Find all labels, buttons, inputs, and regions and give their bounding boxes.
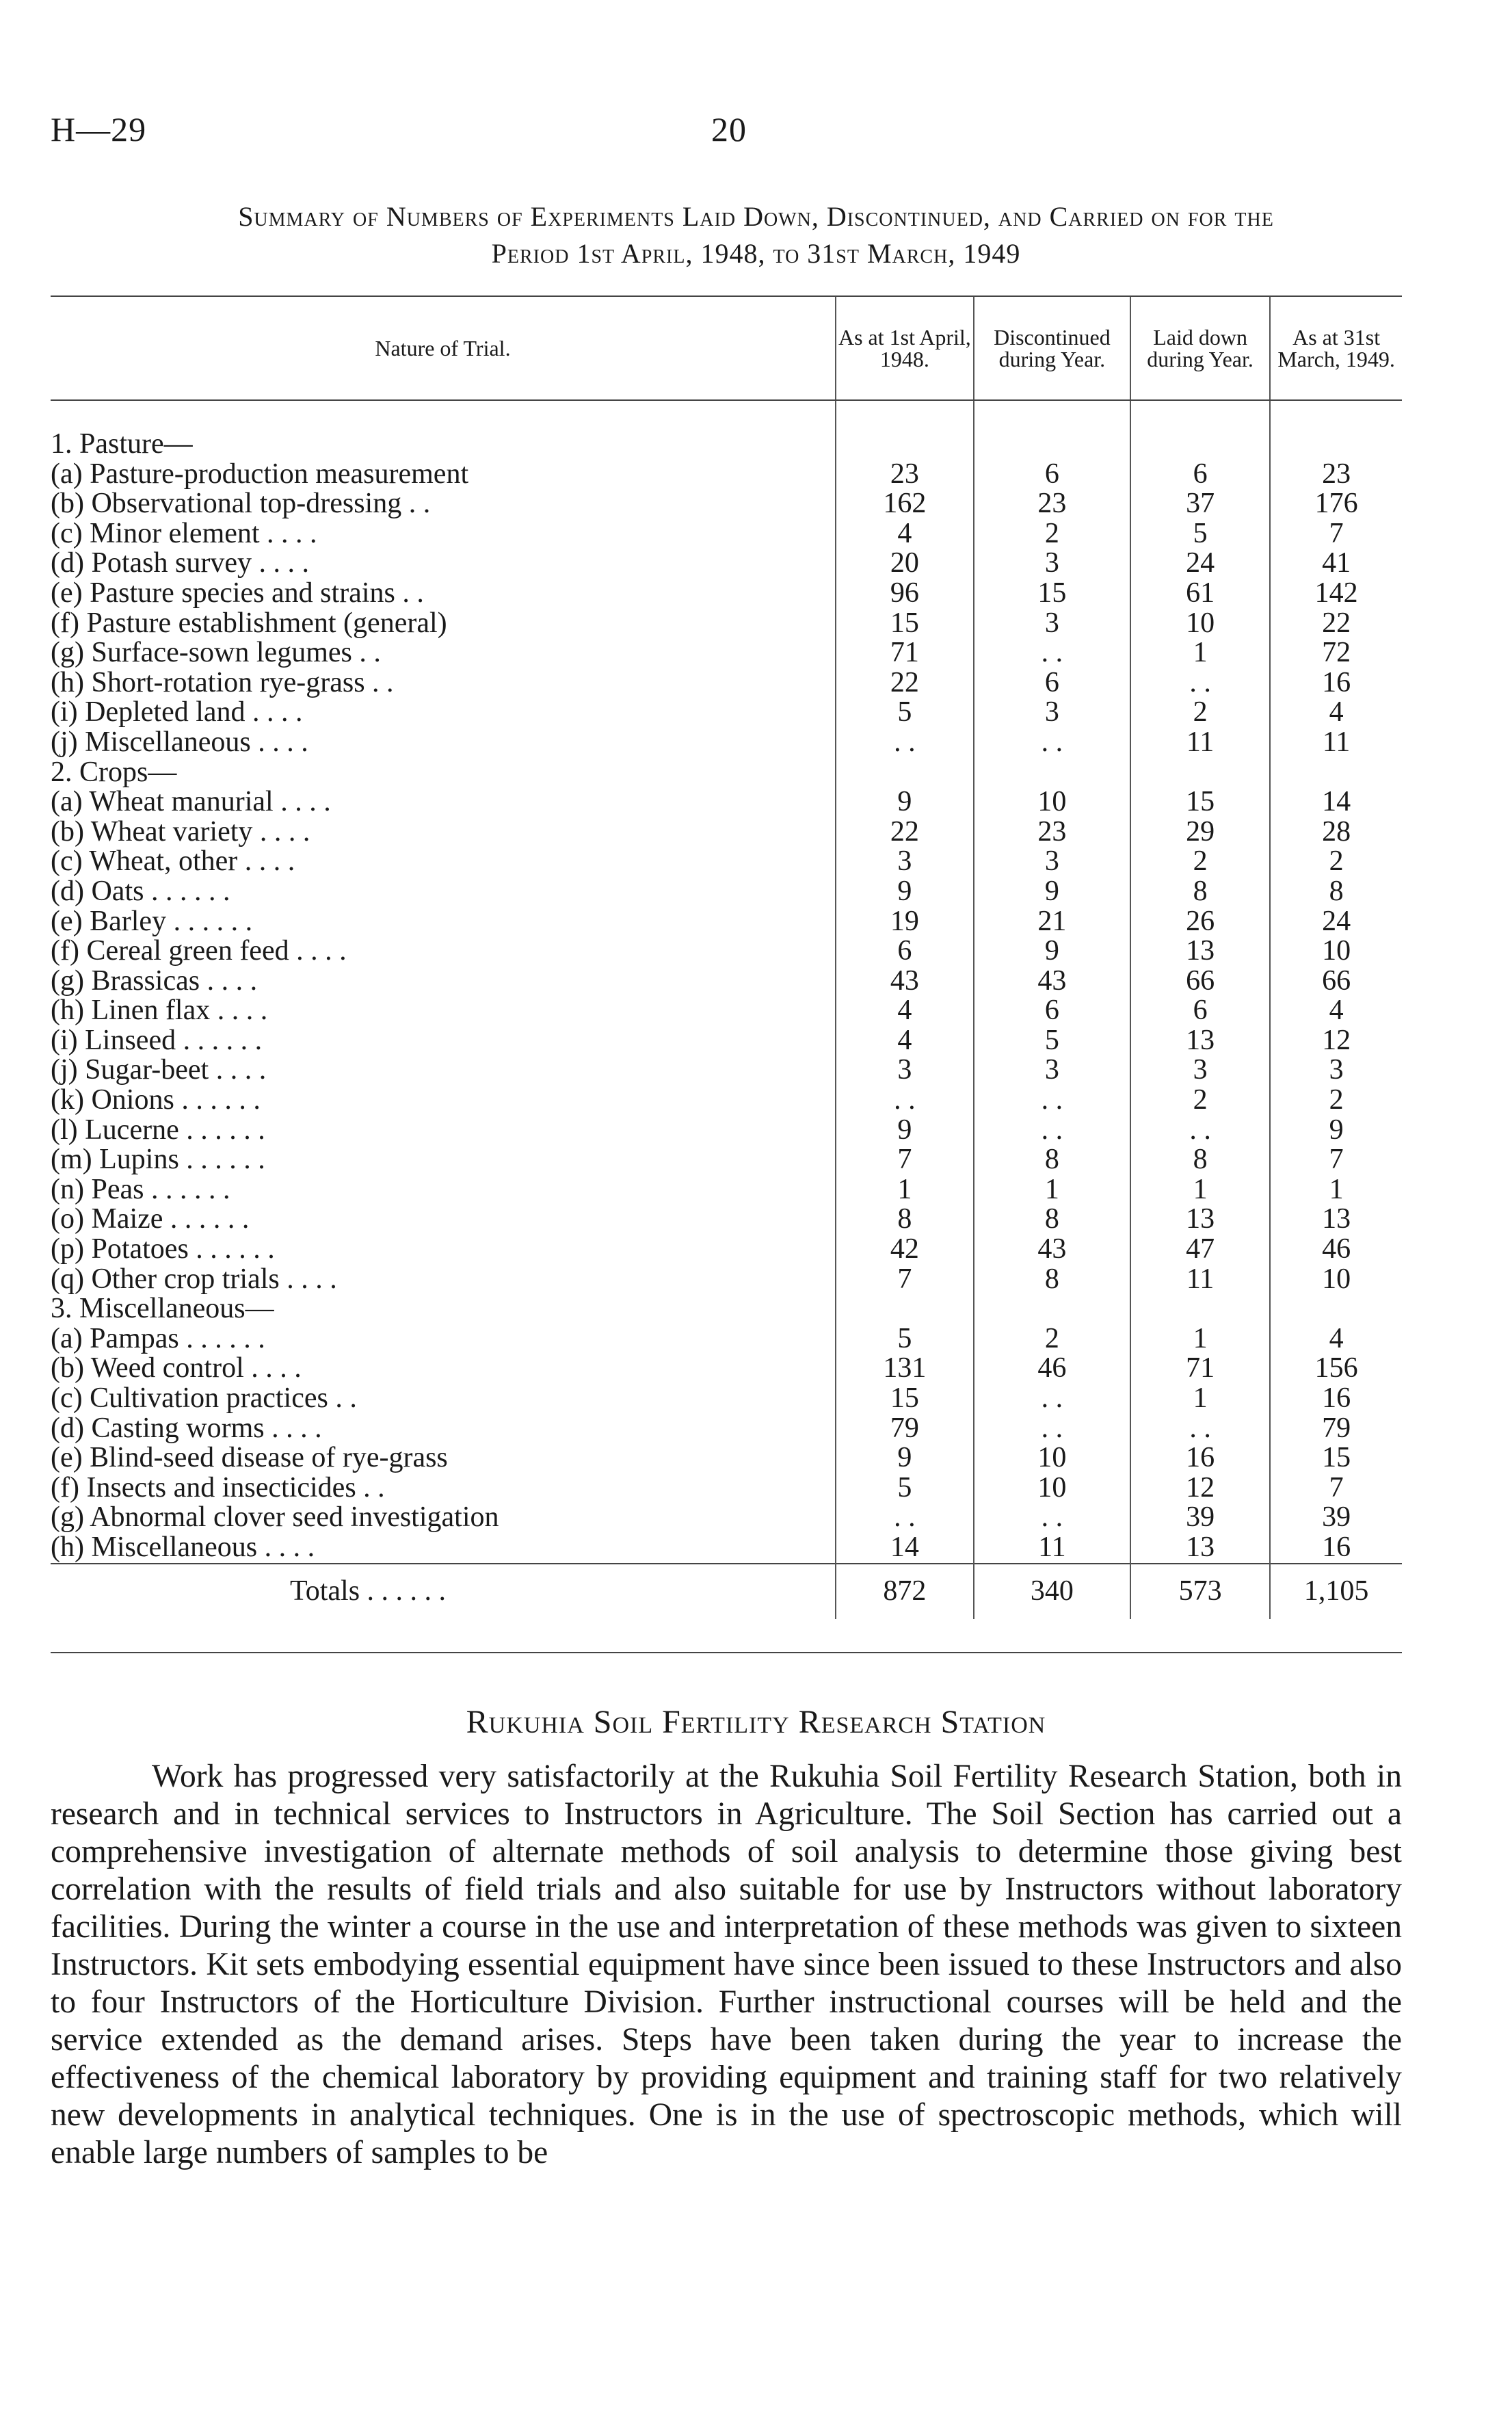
table-row (51, 1414, 1402, 1444)
value-march-1949: 7 (1329, 1471, 1344, 1503)
value-april-1948: 131 (836, 1354, 974, 1384)
value-discontinued: 10 (974, 1473, 1130, 1503)
value-laid-down: 66 (1130, 967, 1270, 997)
trial-name: (i) Linseed . . . . . . (51, 1026, 836, 1056)
trial-name: (f) Pasture establishment (general) (51, 609, 836, 639)
trial-name: (g) Surface-sown legumes . . (51, 638, 836, 668)
trial-name: (l) Lucerne . . . . . . (51, 1116, 836, 1146)
value-march-1949: 12 (1322, 1024, 1351, 1056)
value-april-1948: 14 (836, 1533, 974, 1564)
value-march-1949: 15 (1322, 1442, 1351, 1474)
value-march-1949: 41 (1322, 547, 1351, 579)
value-laid-down: 71 (1130, 1354, 1270, 1384)
value-discontinued: . . (974, 1086, 1130, 1116)
value-march-1949: 156 (1314, 1352, 1358, 1384)
totals-row (51, 1564, 1402, 1619)
value-april-1948: 6 (836, 936, 974, 967)
column-header-laid-down: Laid down during Year. (1130, 297, 1270, 400)
value-april-1948: 15 (836, 1384, 974, 1414)
column-header-nature: Nature of Trial. (51, 297, 836, 400)
trial-name: (h) Miscellaneous . . . . (51, 1533, 836, 1564)
value-april-1948: 43 (836, 967, 974, 997)
table-row (51, 489, 1402, 519)
experiments-table (51, 297, 1402, 1619)
trial-name: (c) Cultivation practices . . (51, 1384, 836, 1414)
trial-name: (k) Onions . . . . . . (51, 1086, 836, 1116)
value-laid-down: . . (1130, 1414, 1270, 1444)
value-discontinued: 11 (974, 1533, 1130, 1564)
value-laid-down: 6 (1130, 460, 1270, 490)
value-laid-down: 5 (1130, 519, 1270, 549)
table-row (51, 1175, 1402, 1205)
value-laid-down: 6 (1130, 996, 1270, 1026)
value-march-1949: 8 (1329, 875, 1344, 907)
value-laid-down: 11 (1130, 728, 1270, 758)
value-discontinued: 8 (974, 1265, 1130, 1295)
value-discontinued: 2 (974, 519, 1130, 549)
table-row (51, 787, 1402, 817)
value-laid-down: 2 (1130, 698, 1270, 728)
column-header-march-1949: As at 31st March, 1949. (1270, 297, 1402, 400)
value-discontinued: . . (974, 638, 1130, 668)
value-laid-down: 47 (1130, 1235, 1270, 1265)
value-laid-down: . . (1130, 1116, 1270, 1146)
value-laid-down: 16 (1130, 1443, 1270, 1473)
value-march-1949: 2 (1329, 845, 1344, 878)
table-row (51, 1354, 1402, 1384)
table-row (51, 967, 1402, 997)
value-march-1949: 7 (1329, 1144, 1344, 1176)
page-reference: H—29 (51, 110, 147, 148)
value-laid-down: 13 (1130, 1205, 1270, 1235)
value-march-1949: 16 (1322, 666, 1351, 698)
table-row (51, 1384, 1402, 1414)
value-discontinued: 2 (974, 1324, 1130, 1354)
value-discontinued: 23 (974, 817, 1130, 847)
value-discontinued: . . (974, 1116, 1130, 1146)
value-laid-down: 13 (1130, 1533, 1270, 1564)
value-discontinued: 3 (974, 847, 1130, 877)
value-march-1949: 16 (1322, 1382, 1351, 1414)
trial-name: (c) Wheat, other . . . . (51, 847, 836, 877)
value-discontinued: 43 (974, 967, 1130, 997)
value-april-1948: 42 (836, 1235, 974, 1265)
value-april-1948: 9 (836, 877, 974, 907)
station-heading: Rukuhia Soil Fertility Research Station (466, 1704, 1046, 1740)
value-march-1949: 28 (1322, 815, 1351, 847)
value-march-1949: 10 (1322, 1263, 1351, 1295)
trial-name: (f) Cereal green feed . . . . (51, 936, 836, 967)
value-march-1949: 142 (1314, 577, 1358, 609)
value-discontinued: . . (974, 1503, 1130, 1533)
value-discontinued: 8 (974, 1145, 1130, 1175)
value-laid-down: 2 (1130, 847, 1270, 877)
value-april-1948: 1 (836, 1175, 974, 1205)
section-row (51, 430, 1402, 460)
value-discontinued: 9 (974, 936, 1130, 967)
value-april-1948: 7 (836, 1145, 974, 1175)
value-april-1948: 5 (836, 698, 974, 728)
table-row (51, 549, 1402, 579)
value-march-1949: 4 (1329, 1322, 1344, 1354)
value-march-1949: 72 (1322, 637, 1351, 669)
value-discontinued: 3 (974, 549, 1130, 579)
value-laid-down: 11 (1130, 1265, 1270, 1295)
trial-name: (n) Peas . . . . . . (51, 1175, 836, 1205)
value-april-1948: 23 (836, 460, 974, 490)
value-discontinued: 46 (974, 1354, 1130, 1384)
table-row (51, 1473, 1402, 1503)
trial-name: (c) Minor element . . . . (51, 519, 836, 549)
value-april-1948: 8 (836, 1205, 974, 1235)
value-laid-down: 3 (1130, 1055, 1270, 1086)
value-march-1949: 24 (1322, 905, 1351, 937)
table-row (51, 460, 1402, 490)
value-laid-down: 15 (1130, 787, 1270, 817)
table-row (51, 1324, 1402, 1354)
value-discontinued: 6 (974, 996, 1130, 1026)
trial-name: (o) Maize . . . . . . (51, 1205, 836, 1235)
value-laid-down: 26 (1130, 907, 1270, 937)
trial-name: (b) Observational top-dressing . . (51, 489, 836, 519)
value-laid-down: 1 (1130, 1324, 1270, 1354)
trial-name: (p) Potatoes . . . . . . (51, 1235, 836, 1265)
value-discontinued: 9 (974, 877, 1130, 907)
table-body (51, 400, 1402, 1619)
column-header-discontinued: Discontinued during Year. (974, 297, 1130, 400)
trial-name: (a) Pasture-production measurement (51, 460, 836, 490)
table-row (51, 579, 1402, 609)
value-march-1949: 3 (1329, 1054, 1344, 1086)
value-discontinued: 3 (974, 609, 1130, 639)
value-april-1948: 22 (836, 817, 974, 847)
value-discontinued: 10 (974, 1443, 1130, 1473)
section-row (51, 1294, 1402, 1324)
station-paragraph: Work has progressed very satisfactorily at the Rukuhia Soil Fertility Research Station, both in research and in technical services to Instructors in Agriculture. The Soil Section has carried out a comprehensive investigation of alternate methods of soil analysis to determine those giving best correlation with the results of field trials and also suitable for use by Instructors without laboratory facilities. During the winter a course in the use and interpretation of these methods was given to sixteen Instructors. Kit sets embodying essential equipment have since been issued to these Instructors and also to four Instructors of the Horticulture Division. Further instructional courses will be held and the service extended as the demand arises. Steps have been taken during the year to increase the effectiveness of the chemical laboratory by providing equipment and training staff for two relatively new developments in analytical techniques. One is in the use of spectroscopic methods, which will enable large numbers of samples to be (51, 1759, 1402, 2170)
trial-name: (j) Miscellaneous . . . . (51, 728, 836, 758)
table-row (51, 1533, 1402, 1564)
trial-name: (i) Depleted land . . . . (51, 698, 836, 728)
value-laid-down: 61 (1130, 579, 1270, 609)
trial-name: (h) Linen flax . . . . (51, 996, 836, 1026)
table-row (51, 638, 1402, 668)
value-april-1948: 162 (836, 489, 974, 519)
trial-name: (b) Weed control . . . . (51, 1354, 836, 1384)
trial-name: (g) Brassicas . . . . (51, 967, 836, 997)
value-april-1948: 5 (836, 1324, 974, 1354)
value-discontinued: . . (974, 1384, 1130, 1414)
value-laid-down: 1 (1130, 1384, 1270, 1414)
table-row (51, 1265, 1402, 1295)
table-row (51, 1503, 1402, 1533)
value-march-1949: 176 (1314, 488, 1358, 520)
table-row (51, 936, 1402, 967)
value-april-1948: 3 (836, 847, 974, 877)
trial-name: (a) Pampas . . . . . . (51, 1324, 836, 1354)
value-laid-down: 1 (1130, 1175, 1270, 1205)
section-label: 3. Miscellaneous— (51, 1294, 836, 1324)
table-row (51, 1026, 1402, 1056)
table-row (51, 1086, 1402, 1116)
value-laid-down: 13 (1130, 936, 1270, 967)
total-value-march-1949: 1,105 (1270, 1564, 1402, 1619)
value-april-1948: 4 (836, 996, 974, 1026)
value-laid-down: 39 (1130, 1503, 1270, 1533)
value-discontinued: . . (974, 728, 1130, 758)
table-row (51, 996, 1402, 1026)
value-laid-down: 2 (1130, 1086, 1270, 1116)
trial-name: (j) Sugar-beet . . . . (51, 1055, 836, 1086)
summary-title-line1: Summary of Numbers of Experiments Laid Down, Discontinued, and Carried on for the (238, 201, 1274, 232)
value-discontinued: 1 (974, 1175, 1130, 1205)
trial-name: (a) Wheat manurial . . . . (51, 787, 836, 817)
value-march-1949: 46 (1322, 1233, 1351, 1265)
section-label: 1. Pasture— (51, 430, 836, 460)
section-row (51, 758, 1402, 788)
value-discontinued: . . (974, 1414, 1130, 1444)
table-row (51, 519, 1402, 549)
value-april-1948: 71 (836, 638, 974, 668)
value-discontinued: 5 (974, 1026, 1130, 1056)
value-discontinued: 8 (974, 1205, 1130, 1235)
total-value-discontinued: 340 (974, 1564, 1130, 1619)
totals-label: Totals . . . . . . (51, 1564, 836, 1619)
value-april-1948: . . (836, 728, 974, 758)
table-row (51, 877, 1402, 907)
trial-name: (f) Insects and insecticides . . (51, 1473, 836, 1503)
value-laid-down: 1 (1130, 638, 1270, 668)
value-march-1949: 4 (1329, 696, 1344, 728)
value-discontinued: 43 (974, 1235, 1130, 1265)
table-row (51, 1145, 1402, 1175)
table-row (51, 847, 1402, 877)
value-discontinued: 10 (974, 787, 1130, 817)
value-april-1948: 4 (836, 1026, 974, 1056)
table-row (51, 728, 1402, 758)
total-value-laid-down: 573 (1130, 1564, 1270, 1619)
value-april-1948: 96 (836, 579, 974, 609)
table-bottom-rule (51, 1652, 1402, 1653)
value-discontinued: 3 (974, 698, 1130, 728)
table-row (51, 1055, 1402, 1086)
trial-name: (g) Abnormal clover seed investigation (51, 1503, 836, 1533)
total-value-april-1948: 872 (836, 1564, 974, 1619)
page-number: 20 (711, 110, 747, 148)
value-laid-down: 24 (1130, 549, 1270, 579)
value-laid-down: 8 (1130, 1145, 1270, 1175)
value-april-1948: 9 (836, 1116, 974, 1146)
table-row (51, 1116, 1402, 1146)
value-april-1948: 79 (836, 1414, 974, 1444)
value-march-1949: 11 (1322, 726, 1351, 758)
value-laid-down: 13 (1130, 1026, 1270, 1056)
table-row (51, 1205, 1402, 1235)
value-april-1948: 20 (836, 549, 974, 579)
value-discontinued: 23 (974, 489, 1130, 519)
trial-name: (e) Blind-seed disease of rye-grass (51, 1443, 836, 1473)
value-discontinued: 6 (974, 668, 1130, 698)
table-row (51, 609, 1402, 639)
value-march-1949: 66 (1322, 964, 1351, 997)
trial-name: (e) Pasture species and strains . . (51, 579, 836, 609)
value-april-1948: 19 (836, 907, 974, 937)
value-march-1949: 23 (1322, 458, 1351, 490)
value-march-1949: 13 (1322, 1203, 1351, 1235)
trial-name: (h) Short-rotation rye-grass . . (51, 668, 836, 698)
value-laid-down: 12 (1130, 1473, 1270, 1503)
value-april-1948: . . (836, 1503, 974, 1533)
value-discontinued: 21 (974, 907, 1130, 937)
value-april-1948: 5 (836, 1473, 974, 1503)
value-laid-down: . . (1130, 668, 1270, 698)
table-row (51, 668, 1402, 698)
value-laid-down: 10 (1130, 609, 1270, 639)
value-april-1948: 9 (836, 787, 974, 817)
summary-title (41, 198, 1471, 272)
column-header-april-1948: As at 1st April, 1948. (836, 297, 974, 400)
value-march-1949: 14 (1322, 786, 1351, 818)
table-header-row (51, 297, 1402, 400)
value-april-1948: 15 (836, 609, 974, 639)
trial-name: (m) Lupins . . . . . . (51, 1145, 836, 1175)
value-discontinued: 15 (974, 579, 1130, 609)
trial-name: (b) Wheat variety . . . . (51, 817, 836, 847)
value-april-1948: 4 (836, 519, 974, 549)
value-march-1949: 1 (1329, 1173, 1344, 1205)
section-label: 2. Crops— (51, 758, 836, 788)
trial-name: (q) Other crop trials . . . . (51, 1265, 836, 1295)
table-row (51, 1443, 1402, 1473)
value-april-1948: 3 (836, 1055, 974, 1086)
value-april-1948: . . (836, 1086, 974, 1116)
value-laid-down: 29 (1130, 817, 1270, 847)
value-april-1948: 7 (836, 1265, 974, 1295)
value-march-1949: 7 (1329, 517, 1344, 549)
value-march-1949: 39 (1322, 1501, 1351, 1534)
trial-name: (d) Casting worms . . . . (51, 1414, 836, 1444)
table-row (51, 817, 1402, 847)
value-march-1949: 4 (1329, 995, 1344, 1027)
value-march-1949: 22 (1322, 607, 1351, 639)
summary-title-line2: Period 1st April, 1948, to 31st March, 1949 (491, 238, 1021, 269)
value-march-1949: 2 (1329, 1084, 1344, 1116)
value-april-1948: 9 (836, 1443, 974, 1473)
value-discontinued: 3 (974, 1055, 1130, 1086)
value-discontinued: 6 (974, 460, 1130, 490)
trial-name: (d) Potash survey . . . . (51, 549, 836, 579)
value-march-1949: 10 (1322, 935, 1351, 967)
trial-name: (e) Barley . . . . . . (51, 907, 836, 937)
value-april-1948: 22 (836, 668, 974, 698)
table-row (51, 1235, 1402, 1265)
value-laid-down: 37 (1130, 489, 1270, 519)
table-row (51, 698, 1402, 728)
value-laid-down: 8 (1130, 877, 1270, 907)
table-row (51, 907, 1402, 937)
value-march-1949: 79 (1322, 1412, 1351, 1444)
trial-name: (d) Oats . . . . . . (51, 877, 836, 907)
value-march-1949: 9 (1329, 1114, 1344, 1146)
value-march-1949: 16 (1322, 1531, 1351, 1563)
